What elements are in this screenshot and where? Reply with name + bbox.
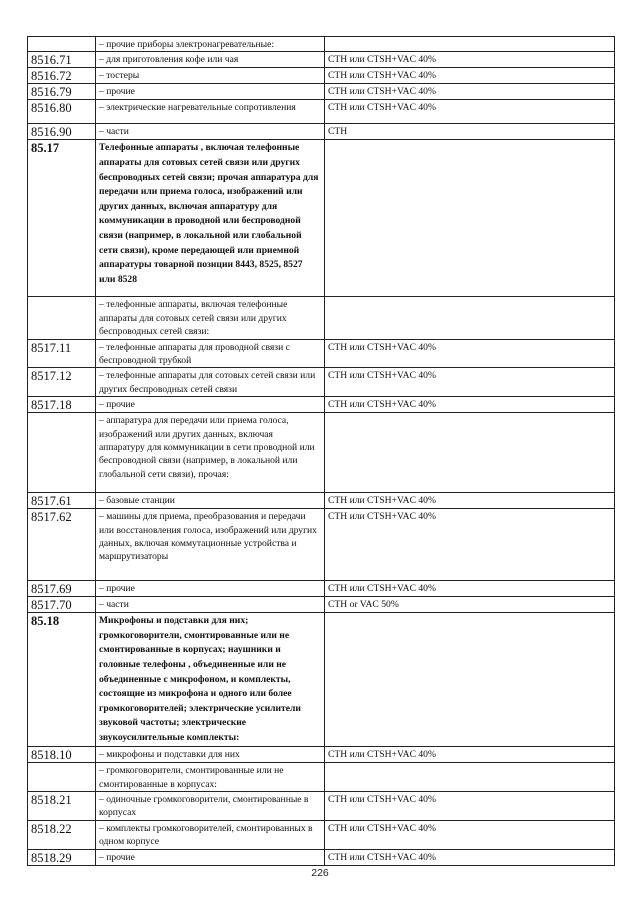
origin-rule-cell: СТН или CTSH+VAC 40%: [325, 52, 615, 68]
table-row: [28, 849, 615, 865]
heading-row: [28, 613, 615, 747]
table-row: [28, 124, 615, 140]
table-row: [28, 792, 615, 821]
hs-code-cell: 85.18: [28, 613, 96, 747]
description-cell: – тостеры: [96, 68, 325, 84]
description-cell: – прочие приборы электронагревательные:: [96, 37, 325, 52]
description-cell: Телефонные аппараты , включая телефонные аппараты для сотовых сетей связи или других беспроводных сетей связи; прочая аппаратура для передачи или приема голоса, изображений или других данных, включая аппаратуру для коммуникации в проводной или беспроводной связи (например, в локальной или глобальной сети связи), кроме передающей или приемной аппаратуры товарной позиции 8443, 8525, 8527 или 8528: [96, 140, 325, 297]
description-cell: – прочие: [96, 397, 325, 413]
description-cell: – электрические нагревательные сопротивления: [96, 100, 325, 124]
origin-rule-cell: СТН: [325, 124, 615, 140]
hs-code-cell: 8518.29: [28, 849, 96, 865]
origin-rule-cell: [325, 297, 615, 339]
origin-rule-cell: [325, 37, 615, 52]
description-cell: – части: [96, 124, 325, 140]
table-row: [28, 100, 615, 124]
origin-rule-cell: СТН или CTSH+VAC 40%: [325, 368, 615, 397]
origin-rule-cell: [325, 763, 615, 792]
description-cell: – прочие: [96, 849, 325, 865]
table-row: [28, 747, 615, 763]
description-cell: – микрофоны и подставки для них: [96, 747, 325, 763]
hs-code-cell: 8517.18: [28, 397, 96, 413]
heading-row: [28, 140, 615, 297]
origin-rule-cell: СТН или CTSH+VAC 40%: [325, 68, 615, 84]
origin-rule-cell: СТН or VAC 50%: [325, 597, 615, 613]
origin-rule-cell: СТН или CTSH+VAC 40%: [325, 820, 615, 849]
hs-code-cell: 8516.90: [28, 124, 96, 140]
table-row: [28, 493, 615, 509]
origin-rule-cell: СТН или CTSH+VAC 40%: [325, 100, 615, 124]
hs-code-cell: 8516.80: [28, 100, 96, 124]
description-cell: – комплекты громкоговорителей, смонтированных в одном корпусе: [96, 820, 325, 849]
table-row: [28, 597, 615, 613]
hs-code-cell: 8517.62: [28, 509, 96, 581]
origin-rule-cell: СТН или CTSH+VAC 40%: [325, 339, 615, 368]
origin-rule-cell: [325, 413, 615, 493]
origin-rule-cell: СТН или CTSH+VAC 40%: [325, 849, 615, 865]
description-cell: – базовые станции: [96, 493, 325, 509]
hs-code-cell: [28, 37, 96, 52]
table-row: [28, 368, 615, 397]
origin-rule-cell: СТН или CTSH+VAC 40%: [325, 397, 615, 413]
hs-code-cell: 8517.70: [28, 597, 96, 613]
table-row: [28, 84, 615, 100]
description-cell: – для приготовления кофе или чая: [96, 52, 325, 68]
description-cell: – телефонные аппараты для проводной связи с беспроводной трубкой: [96, 339, 325, 368]
rules-table-body: [28, 37, 615, 866]
origin-rule-cell: [325, 613, 615, 747]
description-cell: – одиночные громкоговорители, смонтированные в корпусах: [96, 792, 325, 821]
hs-code-cell: 8517.69: [28, 581, 96, 597]
hs-code-cell: 8517.12: [28, 368, 96, 397]
origin-rule-cell: [325, 140, 615, 297]
table-row: [28, 397, 615, 413]
description-cell: Микрофоны и подставки для них; громкоговорители, смонтированные или не смонтированные в корпусах; наушники и головные телефоны , объединенные или не объединенные с микрофоном, и комплекты, состоящие из микрофона и одного или более громкоговорителей; электрические усилители звуковой частоты; электрические звукоусилительные комплекты:: [96, 613, 325, 747]
table-row: [28, 339, 615, 368]
hs-code-cell: [28, 297, 96, 339]
origin-rule-cell: СТН или CTSH+VAC 40%: [325, 509, 615, 581]
table-row: [28, 52, 615, 68]
description-cell: – прочие: [96, 84, 325, 100]
hs-code-cell: 8516.71: [28, 52, 96, 68]
description-cell: – громкоговорители, смонтированные или не смонтированные в корпусах:: [96, 763, 325, 792]
description-cell: – машины для приема, преобразования и передачи или восстановления голоса, изображений или других данных, включая коммутационные устройства и маршрутизаторы: [96, 509, 325, 581]
description-cell: – части: [96, 597, 325, 613]
hs-code-cell: 8518.21: [28, 792, 96, 821]
hs-code-cell: 8516.72: [28, 68, 96, 84]
description-cell: – телефонные аппараты, включая телефонные аппараты для сотовых сетей связи или других беспроводных сетей связи:: [96, 297, 325, 339]
hs-code-cell: 8517.61: [28, 493, 96, 509]
page-number: 226: [311, 867, 329, 879]
hs-code-cell: 85.17: [28, 140, 96, 297]
origin-rule-cell: СТН или CTSH+VAC 40%: [325, 493, 615, 509]
hs-code-cell: 8518.22: [28, 820, 96, 849]
table-row: [28, 68, 615, 84]
table-row: [28, 297, 615, 339]
hs-code-cell: 8518.10: [28, 747, 96, 763]
origin-rule-cell: СТН или CTSH+VAC 40%: [325, 747, 615, 763]
table-row: [28, 509, 615, 581]
hs-code-cell: [28, 413, 96, 493]
rules-table: [27, 36, 615, 866]
origin-rule-cell: СТН или CTSH+VAC 40%: [325, 792, 615, 821]
hs-code-cell: 8517.11: [28, 339, 96, 368]
hs-code-cell: [28, 763, 96, 792]
table-row: [28, 37, 615, 52]
table-row: [28, 763, 615, 792]
description-cell: – телефонные аппараты для сотовых сетей связи или других беспроводных сетей связи: [96, 368, 325, 397]
hs-code-cell: 8516.79: [28, 84, 96, 100]
table-row: [28, 581, 615, 597]
table-row: [28, 820, 615, 849]
table-row: [28, 413, 615, 493]
description-cell: – аппаратура для передачи или приема голоса, изображений или других данных, включая аппаратуру для коммуникации в сети проводной или беспроводной связи (например, в локальной или глобальной сети связи), прочая:: [96, 413, 325, 493]
description-cell: – прочие: [96, 581, 325, 597]
origin-rule-cell: СТН или CTSH+VAC 40%: [325, 84, 615, 100]
origin-rule-cell: СТН или CTSH+VAC 40%: [325, 581, 615, 597]
